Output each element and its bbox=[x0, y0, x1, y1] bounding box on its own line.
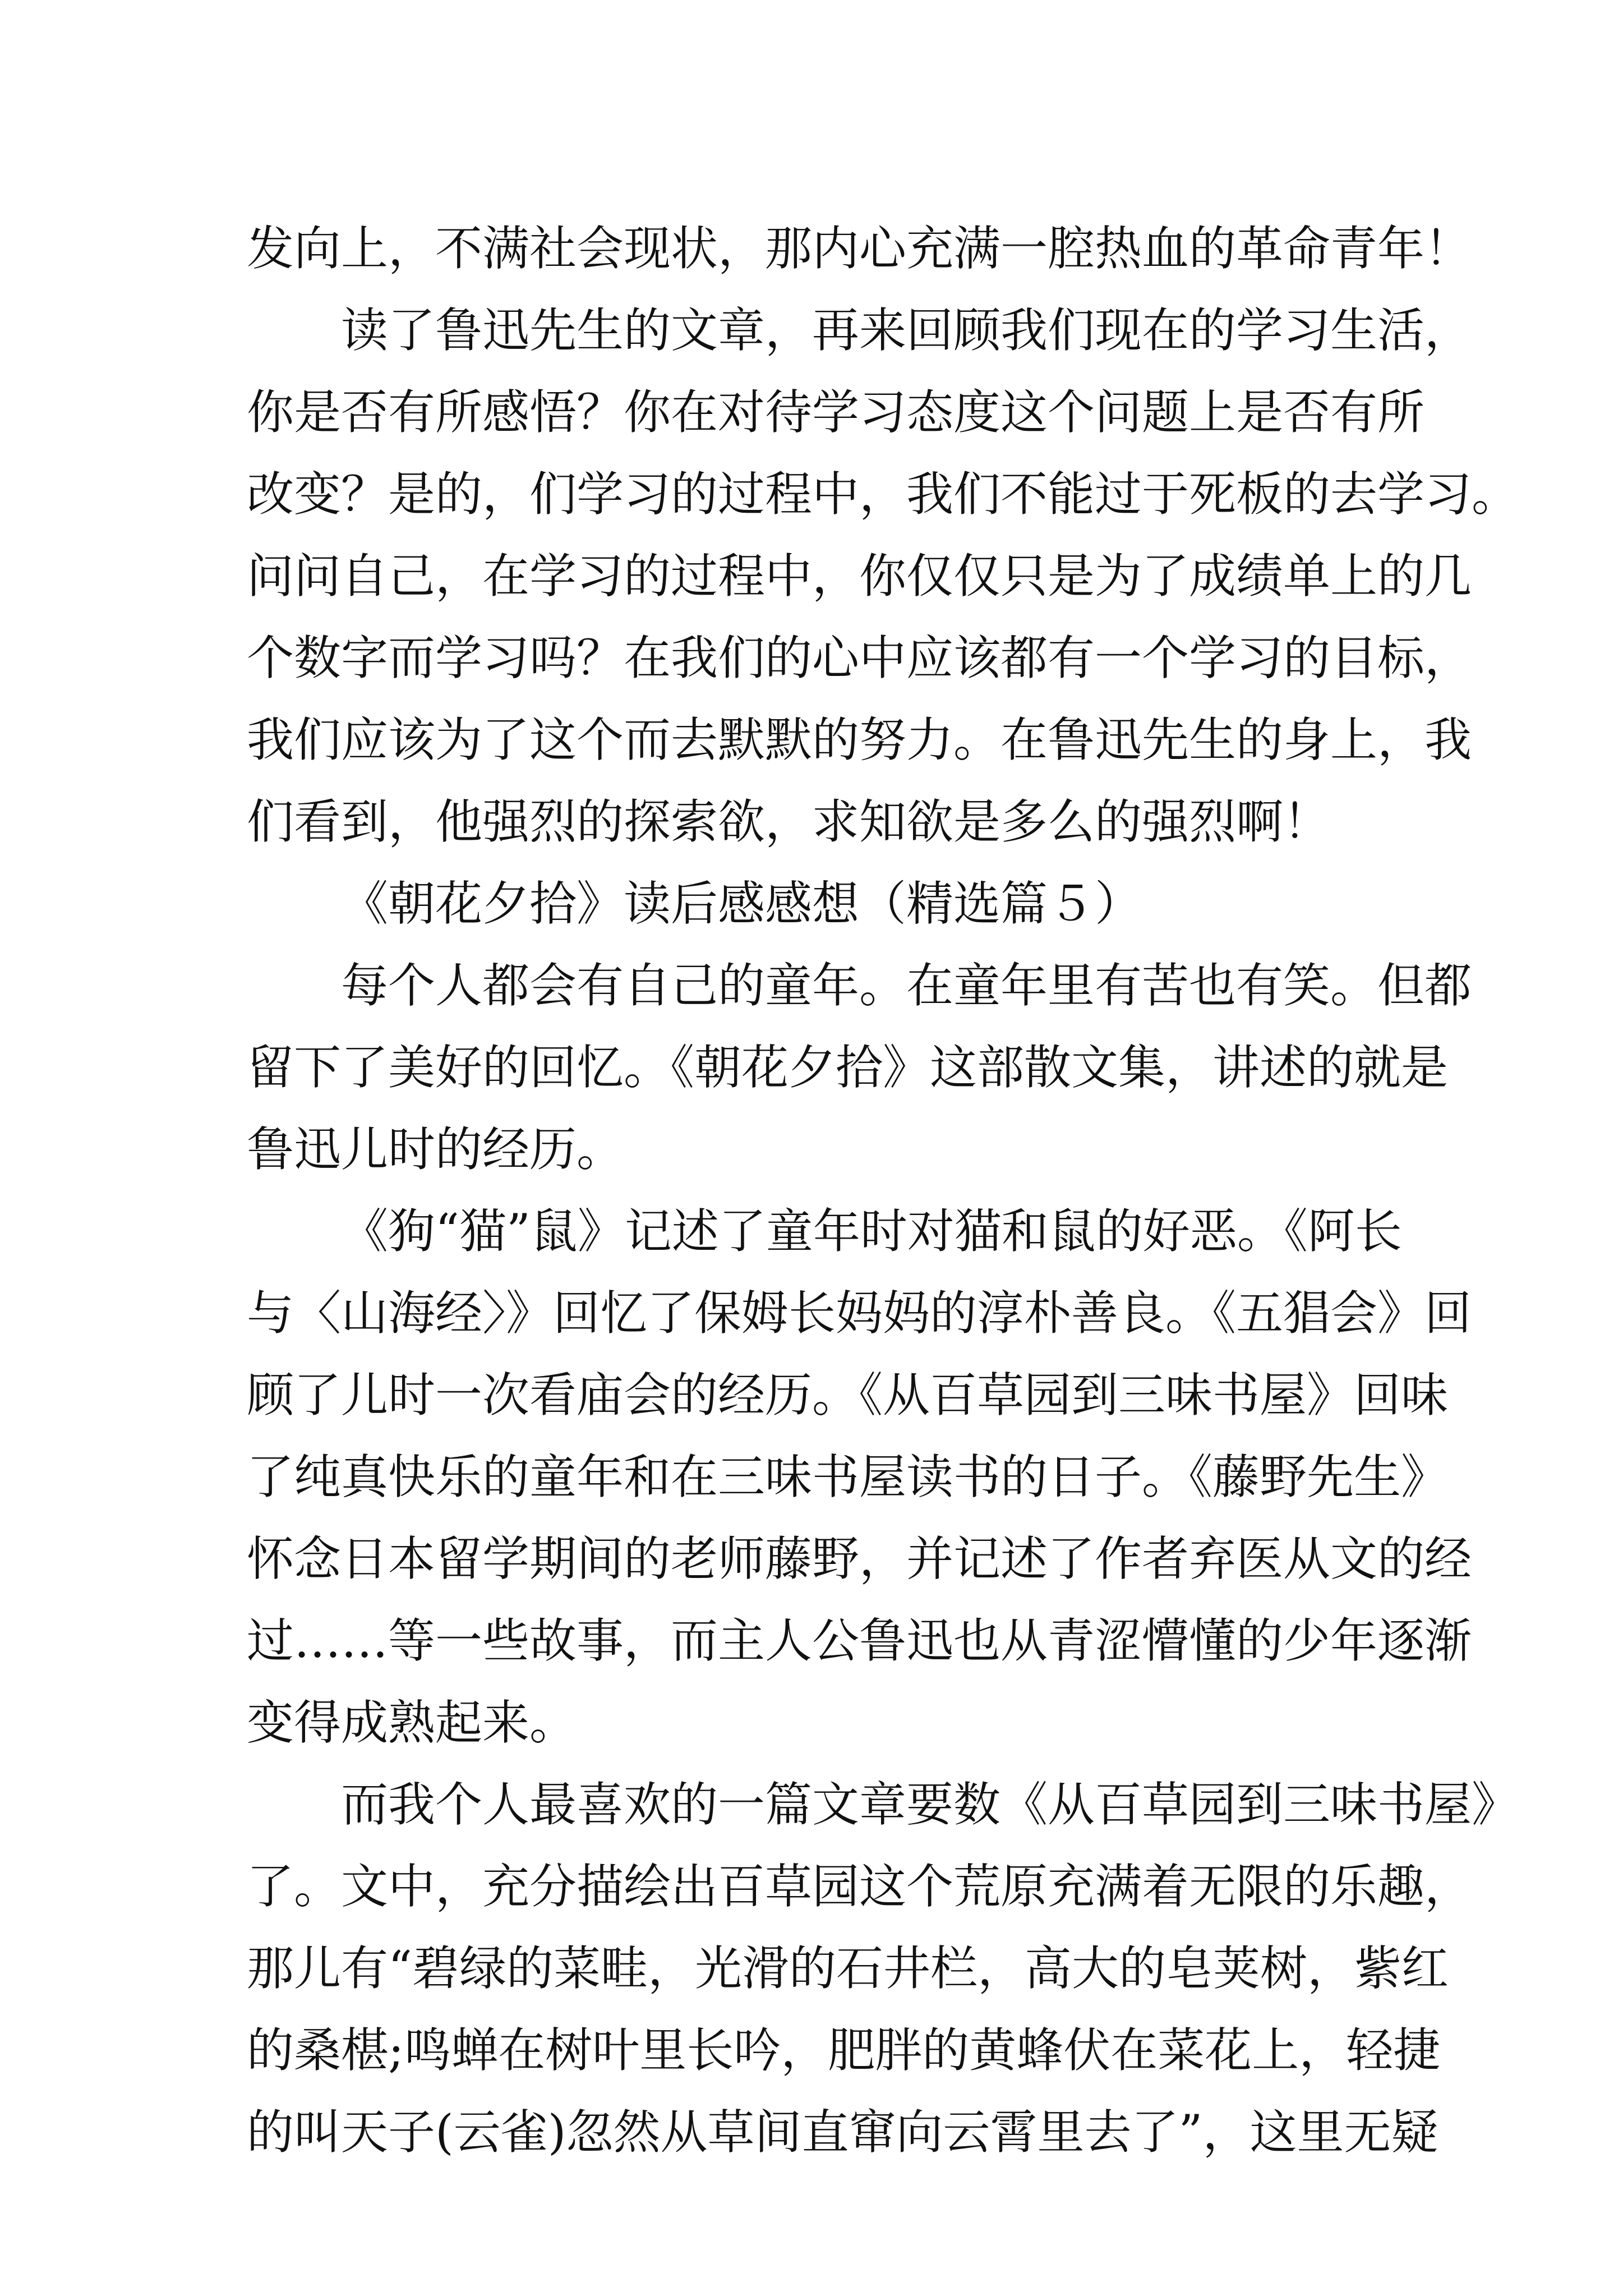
text-line: 了纯真快乐的童年和在三味书屋读书的日子。《藤野先生》 bbox=[247, 1450, 1449, 1504]
text-line: 变得成熟起来。 bbox=[247, 1695, 577, 1750]
text-line: 发向上，不满社会现状，那内心充满一腔热血的革命青年！ bbox=[247, 221, 1472, 276]
text-line: 留下了美好的回忆。《朝花夕拾》这部散文集，讲述的就是 bbox=[247, 1040, 1449, 1095]
text-line: 与〈山海经〉》回忆了保姆长妈妈的淳朴善良。《五猖会》回 bbox=[247, 1286, 1472, 1341]
text-line: 顾了儿时一次看庙会的经历。《从百草园到三味书屋》回味 bbox=[247, 1368, 1449, 1423]
text-line: 《狗“猫”鼠》记述了童年时对猫和鼠的好恶。《阿长 bbox=[341, 1204, 1402, 1259]
text-line: 们看到，他强烈的探索欲，求知欲是多么的强烈啊！ bbox=[247, 794, 1331, 849]
text-line: 怀念日本留学期间的老师藤野，并记述了作者弃医从文的经 bbox=[247, 1531, 1472, 1586]
text-line: 你是否有所感悟？你在对待学习态度这个问题上是否有所 bbox=[247, 385, 1425, 440]
text-line: 问问自己，在学习的过程中，你仅仅只是为了成绩单上的几 bbox=[247, 549, 1472, 604]
text-line: 而我个人最喜欢的一篇文章要数《从百草园到三味书屋》 bbox=[341, 1777, 1519, 1832]
text-line: 的桑椹;鸣蝉在树叶里长吟，肥胖的黄蜂伏在菜花上，轻捷 bbox=[247, 2023, 1441, 2078]
text-line: 改变？是的，们学习的过程中，我们不能过于死板的去学习。 bbox=[247, 467, 1519, 522]
text-line: 的叫天子(云雀)忽然从草间直窜向云霄里去了”，这里无疑 bbox=[247, 2105, 1438, 2160]
text-line: 过……等一些故事，而主人公鲁迅也从青涩懵懂的少年逐渐 bbox=[247, 1613, 1472, 1668]
document-body bbox=[247, 208, 1519, 2173]
text-line: 《朝花夕拾》读后感感想（精选篇５） bbox=[341, 876, 1142, 931]
text-line: 读了鲁迅先生的文章，再来回顾我们现在的学习生活， bbox=[341, 303, 1472, 358]
text-line: 我们应该为了这个而去默默的努力。在鲁迅先生的身上，我 bbox=[247, 712, 1472, 767]
text-line: 了。文中，充分描绘出百草园这个荒原充满着无限的乐趣， bbox=[247, 1859, 1472, 1914]
text-line: 那儿有“碧绿的菜畦，光滑的石井栏，高大的皂荚树，紫红 bbox=[247, 1941, 1449, 1996]
text-line: 个数字而学习吗？在我们的心中应该都有一个学习的目标， bbox=[247, 631, 1472, 685]
text-line: 每个人都会有自己的童年。在童年里有苦也有笑。但都 bbox=[341, 958, 1472, 1013]
text-line: 鲁迅儿时的经历。 bbox=[247, 1122, 624, 1177]
